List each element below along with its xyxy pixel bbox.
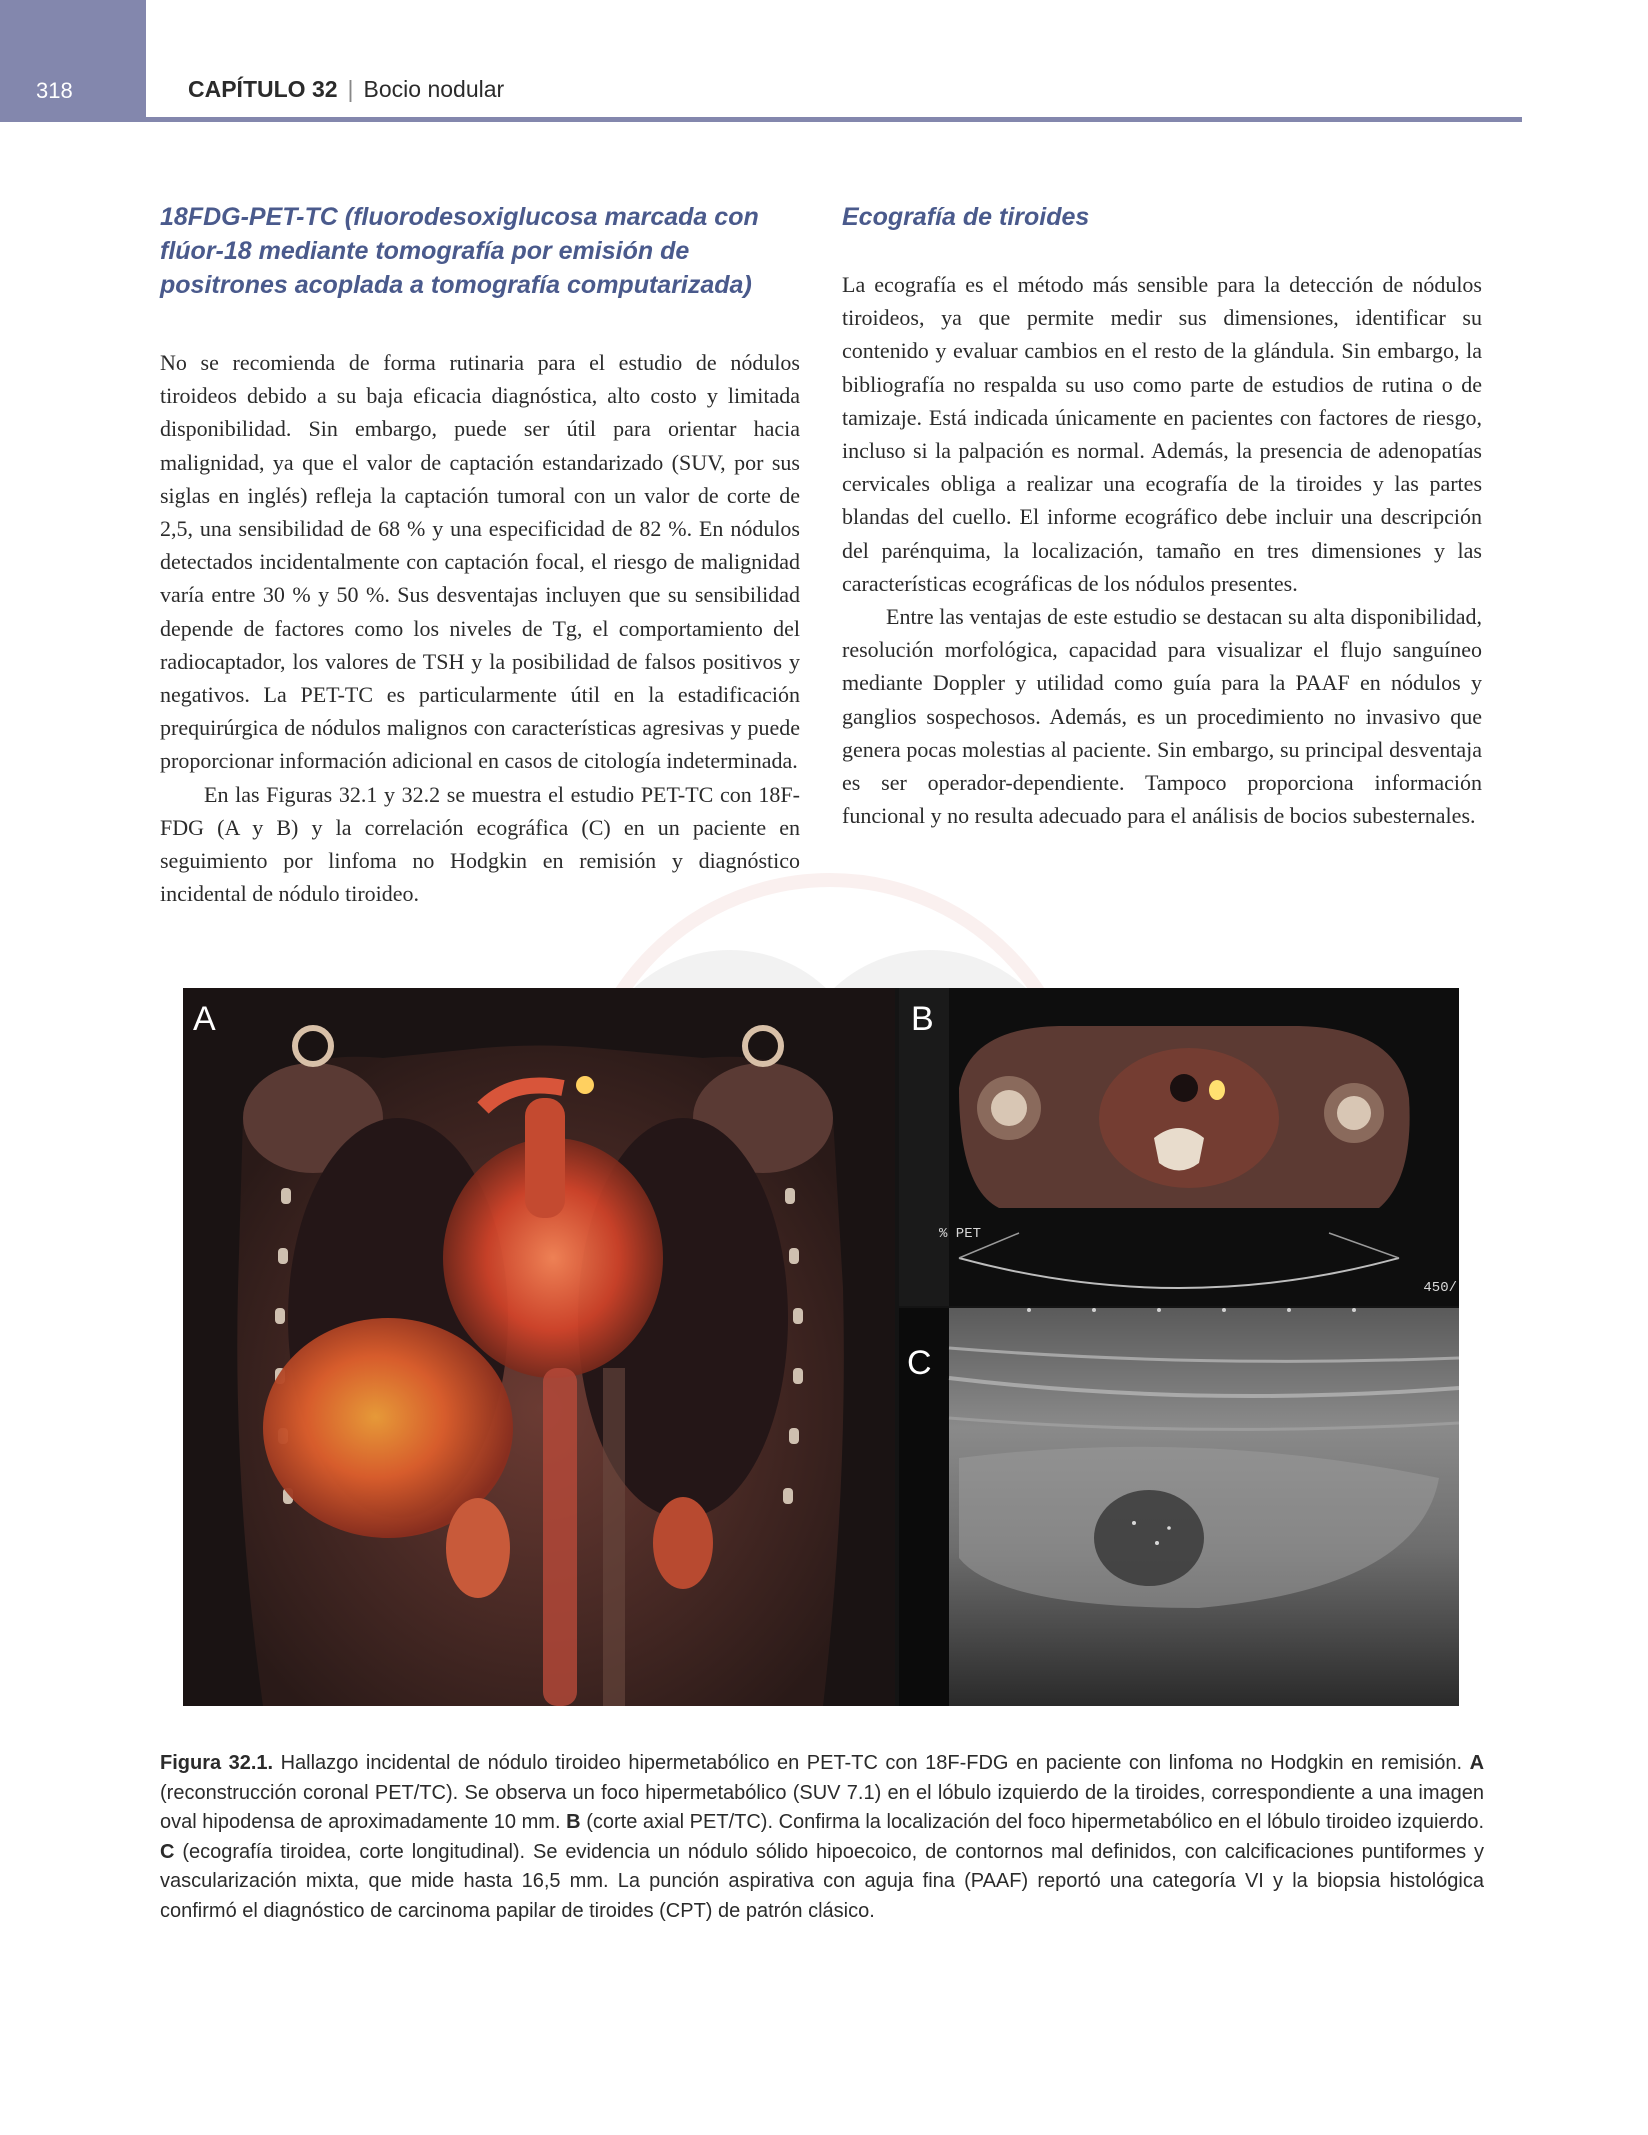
axial-pet-ct-image — [899, 988, 1459, 1306]
caption-letter-a: A — [1469, 1752, 1485, 1774]
header-rule — [146, 117, 1522, 122]
caption-letter-c: C — [160, 1840, 175, 1863]
panel-c-thyroid-ultrasound — [899, 1308, 1459, 1706]
chapter-title: Bocio nodular — [363, 76, 505, 102]
panel-b-label: B — [911, 1000, 934, 1038]
panel-c-label: C — [907, 1344, 932, 1382]
header-separator: | — [347, 76, 354, 102]
pet-overlay-text: % PET — [939, 1226, 982, 1242]
panel-b-axial-pet-ct — [899, 988, 1459, 1306]
caption-intro: Hallazgo incidental de nódulo tiroideo hipermetabólico en PET-TC con 18F-FDG en paciente con linfoma no Hodgkin en remisión. — [273, 1752, 1470, 1774]
paragraph: Entre las ventajas de este estudio se destacan su alta disponibilidad, resolución morfológica, capacidad para visualizar el flujo sanguíneo mediante Doppler y utilidad como guía para la PAAF en nódulos y ganglios sospechosos. Además, es un procedimiento no invasivo que genera pocas molestias al paciente. Sin embargo, su principal desventaja es ser operador-dependiente. Tampoco proporciona información funcional y no resulta adecuado para el análisis de bocios subesternales. — [842, 604, 1482, 829]
section-heading-pet-tc: 18FDG-PET-TC (fluorodesoxiglucosa marcada con flúor-18 mediante tomografía por emisión de positrones acoplada a tomografía computarizada) — [160, 203, 759, 299]
left-column — [160, 200, 800, 910]
scale-overlay-text: 450/ — [1423, 1280, 1457, 1296]
caption-text-a: (reconstrucción coronal PET/TC). Se observa un foco hipermetabólico (SUV 7.1) en el lóbulo izquierdo de la tiroides, correspondiente a una imagen oval hipodensa de aproximadamente 10 mm. — [160, 1781, 1484, 1833]
paragraph: No se recomienda de forma rutinaria para el estudio de nódulos tiroideos debido a su baja eficacia diagnóstica, alto costo y limitada disponibilidad. Sin embargo, puede ser útil para orientar hacia malignidad, ya que el valor de captación estandarizado (SUV, por sus siglas en inglés) refleja la captación tumoral con un valor de corte de 2,5, una sensibilidad de 68 % y una especificidad de 82 %. En nódulos detectados incidentalmente con captación focal, el riesgo de malignidad varía entre 30 % y 50 %. Sus desventajas incluyen que su sensibilidad depende de factores como los niveles de Tg, el comportamiento del radiocaptador, los valores de TSH y la posibilidad de falsos positivos y negativos. La PET-TC es particularmente útil en la estadificación prequirúrgica de nódulos malignos con características agresivas y puede proporcionar información adicional en casos de citología indeterminada. — [160, 350, 800, 774]
page-number-tab — [0, 0, 146, 122]
coronal-pet-ct-image — [183, 988, 895, 1706]
caption-label: Figura 32.1. — [160, 1752, 274, 1774]
caption-text-c: (ecografía tiroidea, corte longitudinal). Se evidencia un nódulo sólido hipoecoico, de contornos mal definidos, con calcificaciones puntiformes y vascularización mixta, que mide hasta 16,5 mm. La punción aspirativa con aguja fina (PAAF) reportó una categoría VI y la biopsia histológica confirmó el diagnóstico de carcinoma papilar de tiroides (CPT) de patrón clásico. — [160, 1840, 1484, 1922]
chapter-number: CAPÍTULO 32 — [188, 76, 338, 102]
thyroid-ultrasound-image — [899, 1308, 1459, 1706]
caption-letter-b: B — [566, 1811, 581, 1833]
right-column — [842, 200, 1482, 832]
panel-a-coronal-pet-ct — [183, 988, 895, 1706]
figure-32-1 — [183, 988, 1459, 1706]
section-heading-ecografia: Ecografía de tiroides — [842, 203, 1090, 231]
caption-text-b: (corte axial PET/TC). Confirma la localización del foco hipermetabólico en el lóbulo tiroideo izquierdo. — [580, 1811, 1484, 1833]
figure-caption — [160, 1749, 1484, 1926]
paragraph: La ecografía es el método más sensible para la detección de nódulos tiroideos, ya que permite medir sus dimensiones, identificar su contenido y evaluar cambios en el resto de la glándula. Sin embargo, la bibliografía no respalda su uso como parte de estudios de rutina o de tamizaje. Está indicada únicamente en pacientes con factores de riesgo, incluso si la palpación es normal. Además, la presencia de adenopatías cervicales obliga a realizar una ecografía de la tiroides y las partes blandas del cuello. El informe ecográfico debe incluir una descripción del parénquima, la localización, tamaño en tres dimensiones y las características ecográficas de los nódulos presentes. — [842, 272, 1482, 596]
running-header — [188, 76, 504, 103]
page-number: 318 — [36, 78, 73, 103]
paragraph: En las Figuras 32.1 y 32.2 se muestra el estudio PET-TC con 18F-FDG (A y B) y la correlación ecográfica (C) en un paciente en seguimiento por linfoma no Hodgkin en remisión y diagnóstico incidental de nódulo tiroideo. — [160, 781, 800, 907]
panel-a-label: A — [193, 1000, 216, 1038]
